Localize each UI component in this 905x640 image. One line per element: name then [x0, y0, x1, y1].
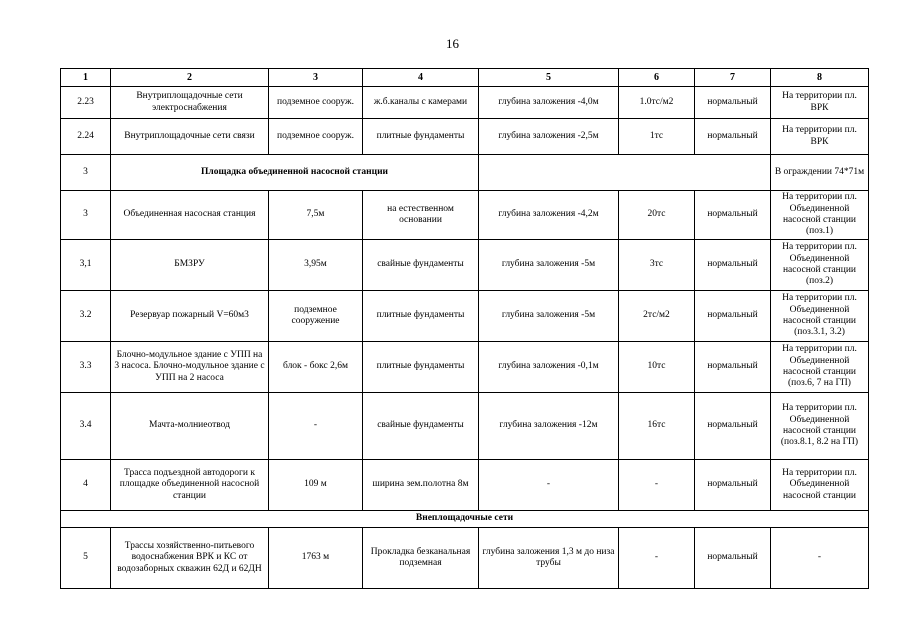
cell-responsibility: нормальный: [695, 342, 771, 393]
cell-height: 109 м: [269, 460, 363, 511]
table-row: [61, 191, 869, 240]
cell-location: На территории пл. ВРК: [771, 87, 869, 119]
cell-load: 1тс: [619, 119, 695, 155]
table-row: [61, 393, 869, 460]
cell-number: 2.23: [61, 87, 111, 119]
cell-foundation: на естественном основании: [363, 191, 479, 240]
cell-number: 4: [61, 460, 111, 511]
specification-table: [60, 68, 869, 589]
cell-location: На территории пл. ВРК: [771, 119, 869, 155]
table-row: [61, 87, 869, 119]
cell-foundation: Прокладка безканальная подземная: [363, 528, 479, 589]
cell-number: 3.2: [61, 291, 111, 342]
cell-responsibility: нормальный: [695, 240, 771, 291]
cell-responsibility: нормальный: [695, 393, 771, 460]
table-row: [61, 460, 869, 511]
cell-depth: глубина заложения -4,2м: [479, 191, 619, 240]
cell-depth: глубина заложения -5м: [479, 240, 619, 291]
table-row: [61, 342, 869, 393]
cell-number: 3: [61, 155, 111, 191]
cell-load: -: [619, 528, 695, 589]
cell-responsibility: нормальный: [695, 191, 771, 240]
cell-location: На территории пл. Объединенной насосной станции (поз.6, 7 на ГП): [771, 342, 869, 393]
cell-number: 3,1: [61, 240, 111, 291]
cell-foundation: ширина зем.полотна 8м: [363, 460, 479, 511]
cell-load: 16тс: [619, 393, 695, 460]
cell-depth: -: [479, 460, 619, 511]
cell-location: На территории пл. Объединенной насосной станции (поз.1): [771, 191, 869, 240]
cell-name: Внутриплощадочные сети связи: [111, 119, 269, 155]
cell-name: Внутриплощадочные сети электроснабжения: [111, 87, 269, 119]
table-row: [61, 240, 869, 291]
table-row: [61, 119, 869, 155]
cell-height: 3,95м: [269, 240, 363, 291]
cell-name: Трасса подъездной автодороги к площадке объединенной насосной станции: [111, 460, 269, 511]
cell-name: Трассы хозяйственно-питьевого водоснабжения ВРК и КС от водозаборных скважин 62Д и 62ДН: [111, 528, 269, 589]
cell-load: 10тс: [619, 342, 695, 393]
cell-responsibility: нормальный: [695, 119, 771, 155]
cell-foundation: плитные фундаменты: [363, 119, 479, 155]
cell-depth: глубина заложения -12м: [479, 393, 619, 460]
cell-depth: глубина заложения -5м: [479, 291, 619, 342]
table-row: [61, 291, 869, 342]
column-header: 2: [111, 69, 269, 87]
cell-location: -: [771, 528, 869, 589]
cell-depth: глубина заложения -2,5м: [479, 119, 619, 155]
column-header: 1: [61, 69, 111, 87]
cell-name: БМЗРУ: [111, 240, 269, 291]
cell-depth: глубина заложения -4,0м: [479, 87, 619, 119]
table-header-row: [61, 69, 869, 87]
cell-name: Блочно-модульное здание с УПП на 3 насоса. Блочно-модульное здание с УПП на 2 насоса: [111, 342, 269, 393]
cell-responsibility: нормальный: [695, 528, 771, 589]
cell-number: 3.3: [61, 342, 111, 393]
cell-location: На территории пл. Объединенной насосной станции (поз.8.1, 8.2 на ГП): [771, 393, 869, 460]
cell-location: На территории пл. Объединенной насосной станции: [771, 460, 869, 511]
cell-load: 20тс: [619, 191, 695, 240]
cell-foundation: плитные фундаменты: [363, 291, 479, 342]
table-row-section-header: [61, 511, 869, 528]
cell-section-title: Площадка объединенной насосной станции: [111, 155, 479, 191]
cell-location: На территории пл. Объединенной насосной станции (поз.2): [771, 240, 869, 291]
cell-name: Объединенная насосная станция: [111, 191, 269, 240]
cell-number: 3: [61, 191, 111, 240]
cell-height: подземное сооруж.: [269, 87, 363, 119]
cell-foundation: свайные фундаменты: [363, 240, 479, 291]
column-header: 4: [363, 69, 479, 87]
cell-location: В ограждении 74*71м: [771, 155, 869, 191]
cell-height: 7,5м: [269, 191, 363, 240]
cell-height: подземное сооруж.: [269, 119, 363, 155]
cell-number: 2.24: [61, 119, 111, 155]
cell-height: 1763 м: [269, 528, 363, 589]
cell-depth: глубина заложения 1,3 м до низа трубы: [479, 528, 619, 589]
cell-section-title: Внеплощадочные сети: [61, 511, 869, 528]
page-number: 16: [446, 36, 459, 51]
cell-height: блок - бокс 2,6м: [269, 342, 363, 393]
cell-foundation: ж.б.каналы с камерами: [363, 87, 479, 119]
cell-height: -: [269, 393, 363, 460]
cell-empty: [479, 155, 771, 191]
cell-depth: глубина заложения -0,1м: [479, 342, 619, 393]
cell-responsibility: нормальный: [695, 87, 771, 119]
table-row-section-header: [61, 155, 869, 191]
column-header: 8: [771, 69, 869, 87]
column-header: 6: [619, 69, 695, 87]
cell-load: -: [619, 460, 695, 511]
cell-number: 5: [61, 528, 111, 589]
cell-load: 1.0тс/м2: [619, 87, 695, 119]
cell-name: Резервуар пожарный V=60м3: [111, 291, 269, 342]
cell-load: 2тс/м2: [619, 291, 695, 342]
cell-number: 3.4: [61, 393, 111, 460]
cell-foundation: свайные фундаменты: [363, 393, 479, 460]
table-row: [61, 528, 869, 589]
cell-load: 3тс: [619, 240, 695, 291]
cell-responsibility: нормальный: [695, 291, 771, 342]
cell-foundation: плитные фундаменты: [363, 342, 479, 393]
cell-responsibility: нормальный: [695, 460, 771, 511]
cell-location: На территории пл. Объединенной насосной станции (поз.3.1, 3.2): [771, 291, 869, 342]
cell-height: подземное сооружение: [269, 291, 363, 342]
column-header: 5: [479, 69, 619, 87]
cell-name: Мачта-молниеотвод: [111, 393, 269, 460]
column-header: 7: [695, 69, 771, 87]
column-header: 3: [269, 69, 363, 87]
